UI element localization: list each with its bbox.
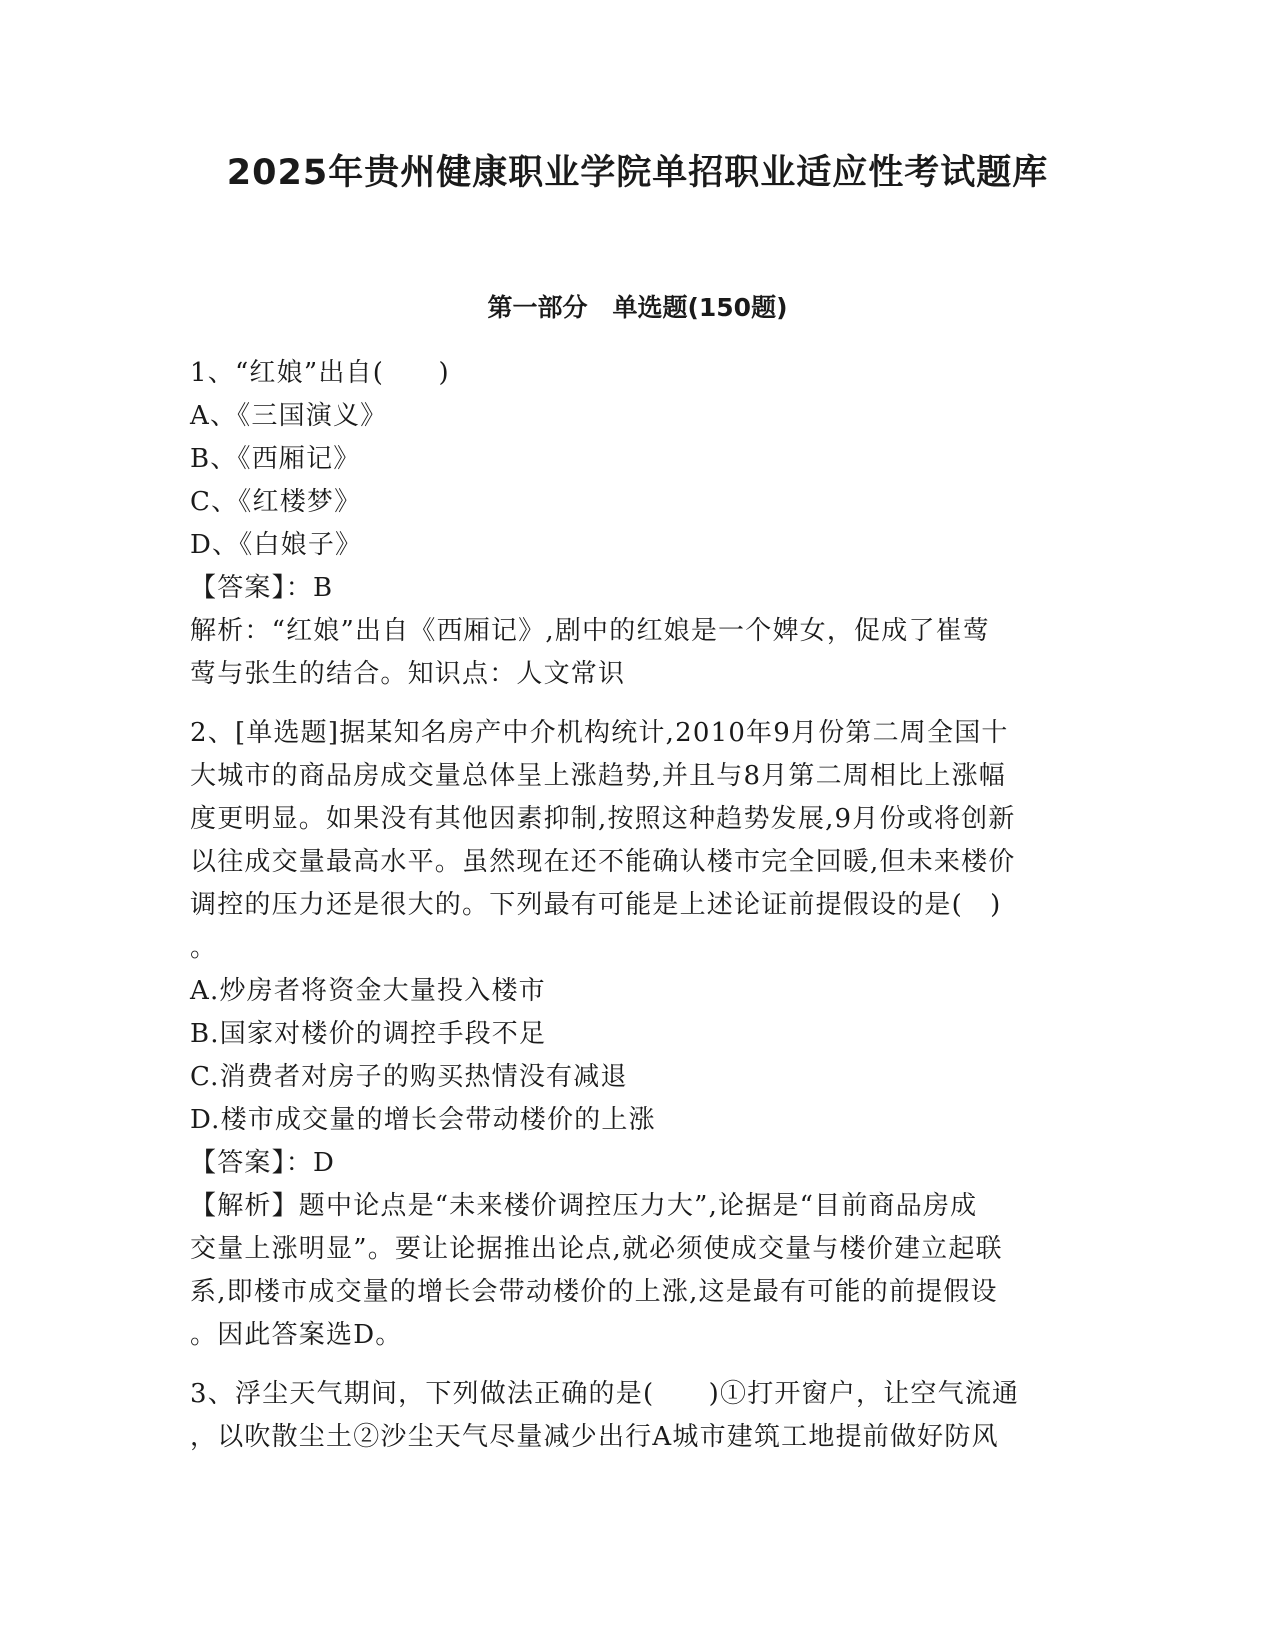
section-heading: 第一部分 单选题(150题) (487, 293, 788, 322)
question-2-stem-line: 调控的压力还是很大的。下列最有可能是上述论证前提假设的是( ) (190, 890, 1002, 920)
question-1 (190, 352, 1090, 696)
question-2-explanation-line: 系,即楼市成交量的增长会带动楼价的上涨,这是最有可能的前提假设 (190, 1277, 998, 1307)
question-2-explanation-line: 交量上涨明显”。要让论据推出论点,就必须使成交量与楼价建立起联 (190, 1234, 1003, 1264)
question-2-option-c: C.消费者对房子的购买热情没有减退 (190, 1062, 628, 1092)
question-1-answer: 【答案】：B (190, 573, 334, 603)
question-1-option-d: D、《白娘子》 (190, 530, 363, 560)
question-3-stem-line: ，以吹散尘土②沙尘天气尽量减少出行A城市建筑工地提前做好防风 (190, 1422, 999, 1452)
question-2-stem-line: 度更明显。如果没有其他因素抑制,按照这种趋势发展,9月份或将创新 (190, 804, 1016, 834)
question-3-stem-line: 3、浮尘天气期间，下列做法正确的是( )①打开窗户，让空气流通 (190, 1379, 1020, 1409)
question-2-option-a: A.炒房者将资金大量投入楼市 (190, 976, 546, 1006)
question-2-explanation-line: 【解析】题中论点是“未来楼价调控压力大”,论据是“目前商品房成 (190, 1191, 978, 1221)
question-2-stem-line: 以往成交量最高水平。虽然现在还不能确认楼市完全回暖,但未来楼价 (190, 847, 1016, 877)
question-1-stem: 1、“红娘”出自( ) (190, 358, 450, 388)
question-1-option-b: B、《西厢记》 (190, 444, 361, 474)
question-2-answer: 【答案】：D (190, 1148, 336, 1178)
question-2-option-b: B.国家对楼价的调控手段不足 (190, 1019, 547, 1049)
question-2-option-d: D.楼市成交量的增长会带动楼价的上涨 (190, 1105, 656, 1135)
question-list (190, 352, 1090, 1475)
question-1-explanation-line: 莺与张生的结合。知识点：人文常识 (190, 659, 626, 689)
question-1-option-c: C、《红楼梦》 (190, 487, 362, 517)
question-1-option-a: A、《三国演义》 (190, 401, 388, 431)
question-2-stem-line: 。 (190, 933, 218, 963)
question-1-explanation-line: 解析：“红娘”出自《西厢记》,剧中的红娘是一个婢女，促成了崔莺 (190, 616, 991, 646)
question-2-stem-line: 2、[单选题]据某知名房产中介机构统计,2010年9月份第二周全国十 (190, 718, 1009, 748)
document-title: 2025年贵州健康职业学院单招职业适应性考试题库 (226, 153, 1049, 193)
question-2 (190, 712, 1090, 1357)
question-3 (190, 1373, 1090, 1459)
question-2-explanation-line: 。因此答案选D。 (190, 1320, 403, 1350)
question-2-stem-line: 大城市的商品房成交量总体呈上涨趋势,并且与8月第二周相比上涨幅 (190, 761, 1007, 791)
